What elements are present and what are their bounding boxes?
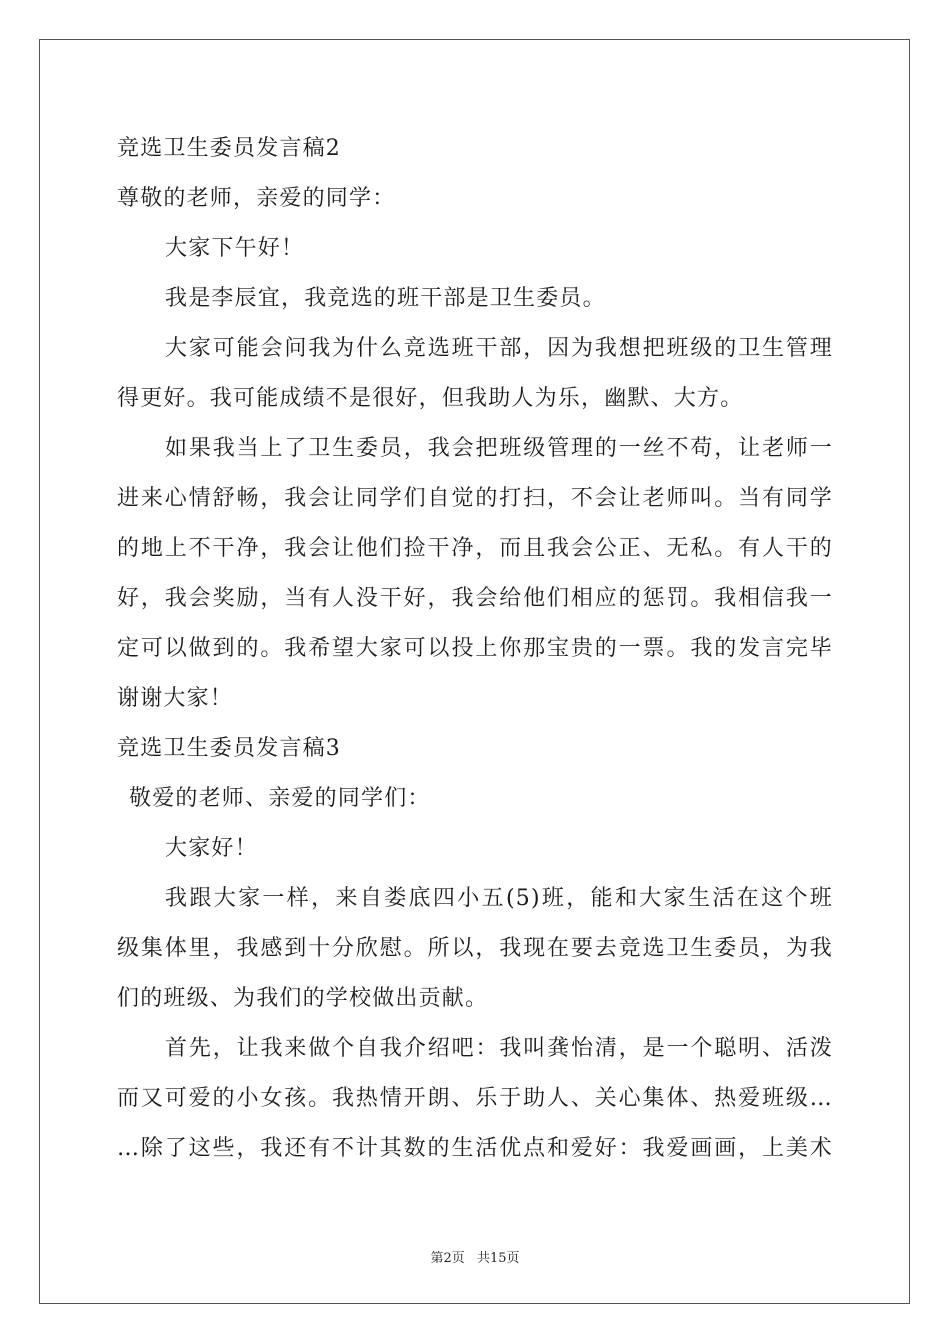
page-total: 共15页 bbox=[476, 1251, 520, 1266]
section-title: 竞选卫生委员发言稿3 bbox=[117, 736, 341, 761]
paragraph-line: 如果我当上了卫生委员，我会把班级管理的一丝不苟，让老师一 bbox=[165, 436, 833, 461]
paragraph-line: 级集体里，我感到十分欣慰。所以，我现在要去竞选卫生委员，为我 bbox=[117, 936, 833, 961]
page-number: 第2页 bbox=[430, 1251, 465, 1266]
paragraph-line: 得更好。我可能成绩不是很好，但我助人为乐，幽默、大方。 bbox=[117, 386, 744, 411]
paragraph-line: …除了这些，我还有不计其数的生活优点和爱好：我爱画画，上美术 bbox=[117, 1136, 833, 1161]
greeting: 大家下午好！ bbox=[165, 236, 305, 261]
paragraph-line: 谢谢大家！ bbox=[117, 686, 234, 711]
paragraph-line: 们的班级、为我们的学校做出贡献。 bbox=[117, 986, 489, 1011]
paragraph-line: 的地上不干净，我会让他们捡干净，而且我会公正、无私。有人干的 bbox=[117, 536, 833, 561]
section-title: 竞选卫生委员发言稿2 bbox=[117, 136, 341, 161]
paragraph-line: 进来心情舒畅，我会让同学们自觉的打扫，不会让老师叫。当有同学 bbox=[117, 486, 833, 511]
paragraph-line: 定可以做到的。我希望大家可以投上你那宝贵的一票。我的发言完毕 bbox=[117, 636, 833, 661]
paragraph-line: 而又可爱的小女孩。我热情开朗、乐于助人、关心集体、热爱班级… bbox=[117, 1086, 833, 1111]
salutation: 敬爱的老师、亲爱的同学们： bbox=[129, 786, 431, 811]
salutation: 尊敬的老师，亲爱的同学： bbox=[117, 186, 396, 211]
paragraph-line: 好，我会奖励，当有人没干好，我会给他们相应的惩罚。我相信我一 bbox=[117, 586, 833, 611]
paragraph-line: 首先，让我来做个自我介绍吧：我叫龚怡清，是一个聪明、活泼 bbox=[165, 1036, 833, 1061]
greeting: 大家好！ bbox=[165, 836, 258, 861]
document-body bbox=[117, 124, 833, 1174]
paragraph-line: 我是李辰宜，我竞选的班干部是卫生委员。 bbox=[165, 286, 606, 311]
paragraph-line: 大家可能会问我为什么竞选班干部，因为我想把班级的卫生管理 bbox=[165, 336, 833, 361]
page-footer bbox=[0, 1247, 950, 1266]
paragraph-line: 我跟大家一样，来自娄底四小五(5)班，能和大家生活在这个班 bbox=[165, 886, 833, 911]
